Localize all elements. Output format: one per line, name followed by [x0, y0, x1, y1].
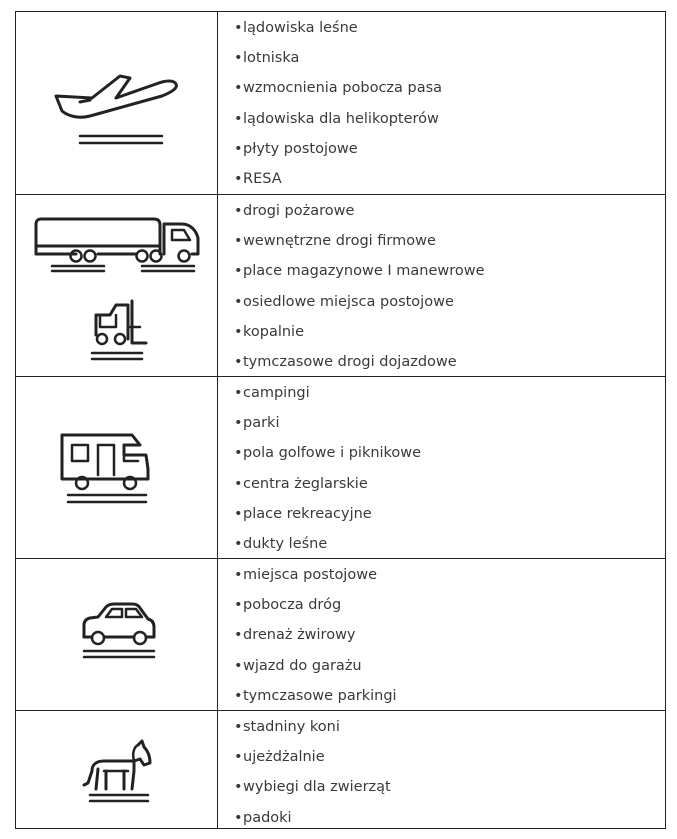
list-item: • pobocza dróg — [234, 595, 397, 625]
list-item: • płyty postojowe — [234, 139, 442, 169]
application-list — [234, 18, 442, 199]
list-item: • drogi pożarowe — [234, 201, 485, 231]
truck-icon — [32, 216, 202, 272]
list-cell — [219, 195, 665, 376]
application-list — [234, 717, 391, 838]
horse-icon — [80, 739, 160, 805]
surface-applications-table — [15, 11, 666, 829]
application-list — [234, 565, 397, 716]
icon-cell — [16, 711, 218, 828]
list-item: • lotniska — [234, 48, 442, 78]
car-icon — [78, 599, 158, 659]
list-item: • stadniny koni — [234, 717, 391, 747]
list-item: • tymczasowe parkingi — [234, 686, 397, 716]
list-item: • campingi — [234, 383, 421, 413]
icon-cell — [16, 377, 218, 558]
list-item: • osiedlowe miejsca postojowe — [234, 292, 485, 322]
icon-cell — [16, 195, 218, 376]
list-cell — [219, 711, 665, 828]
list-item: • dukty leśne — [234, 534, 421, 564]
list-item: • centra żeglarskie — [234, 474, 421, 504]
list-cell — [219, 377, 665, 558]
list-item: • lądowiska dla helikopterów — [234, 109, 442, 139]
list-item: • place magazynowe I manewrowe — [234, 261, 485, 291]
list-item: • wjazd do garażu — [234, 656, 397, 686]
list-item: • padoki — [234, 808, 391, 838]
list-item: • wewnętrzne drogi firmowe — [234, 231, 485, 261]
list-item: • drenaż żwirowy — [234, 625, 397, 655]
table-row — [16, 558, 665, 710]
table-row — [16, 710, 665, 828]
list-item: • pola golfowe i piknikowe — [234, 443, 421, 473]
list-cell — [219, 12, 665, 194]
table-row — [16, 194, 665, 376]
list-item: • wzmocnienia pobocza pasa — [234, 78, 442, 108]
icon-cell — [16, 12, 218, 194]
list-cell — [219, 559, 665, 710]
list-item: • lądowiska leśne — [234, 18, 442, 48]
airplane-takeoff-icon — [50, 56, 180, 146]
list-item: • ujeżdżalnie — [234, 747, 391, 777]
list-item: • parki — [234, 413, 421, 443]
table-row — [16, 12, 665, 194]
list-item: • RESA — [234, 169, 442, 199]
list-item: • kopalnie — [234, 322, 485, 352]
forklift-icon — [88, 299, 152, 361]
list-item: • wybiegi dla zwierząt — [234, 777, 391, 807]
table-row — [16, 376, 665, 558]
camper-van-icon — [58, 431, 152, 507]
list-item: • tymczasowe drogi dojazdowe — [234, 352, 485, 382]
list-item: • miejsca postojowe — [234, 565, 397, 595]
list-item: • place rekreacyjne — [234, 504, 421, 534]
application-list — [234, 201, 485, 382]
icon-cell — [16, 559, 218, 710]
application-list — [234, 383, 421, 564]
